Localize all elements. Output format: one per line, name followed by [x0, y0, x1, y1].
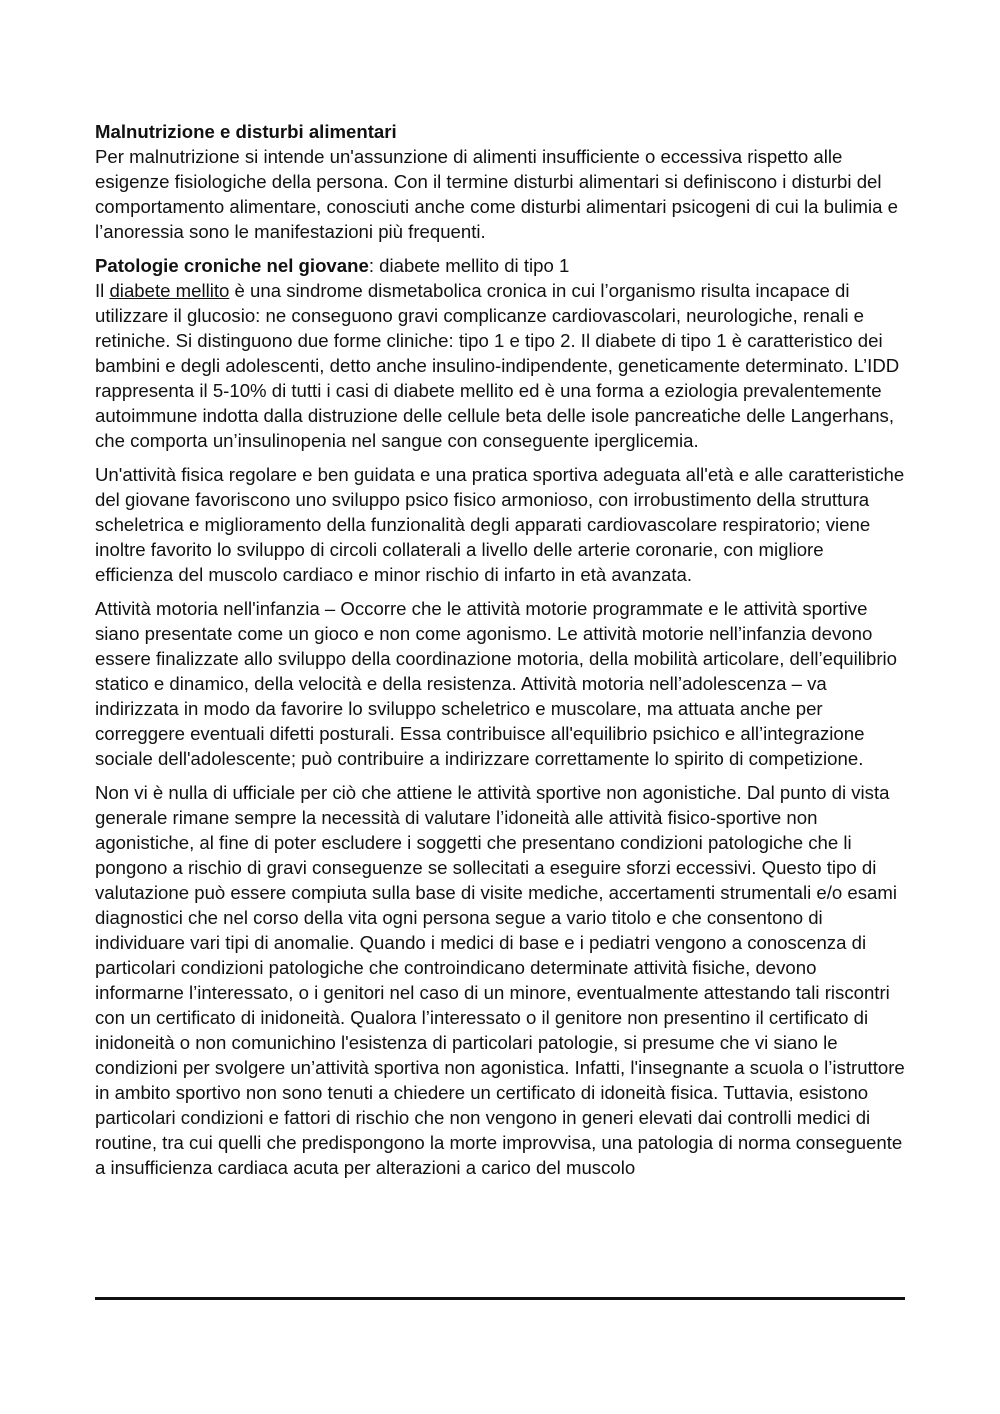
- paragraph-motor-activity: Attività motoria nell'infanzia – Occorre che le attività motorie programmate e le attività sportive siano presentate come un gioco e non come agonismo. Le attività motorie nell’infanzia devono essere finalizzate allo sviluppo della coordinazione motoria, della mobilità articolare, dell’equilibrio statico e dinamico, della velocità e della resistenza. Attività motoria nell’adolescenza – va indirizzata in modo da favorire lo sviluppo scheletrico e muscolare, ma attuata anche per correggere eventuali difetti posturali. Essa contribuisce all'equilibrio psichico e all’integrazione sociale dell'adolescente; può contribuire a indirizzare correttamente lo spirito di competizione.: [95, 598, 898, 769]
- section-title-malnutrition: Malnutrizione e disturbi alimentari: [95, 121, 397, 142]
- section-title-suffix: : diabete mellito di tipo 1: [368, 255, 570, 276]
- section-chronic-pathologies: [95, 253, 905, 453]
- paragraph-non-competitive-sports: Non vi è nulla di ufficiale per ciò che attiene le attività sportive non agonistiche. Dal punto di vista generale rimane sempre la necessità di valutare l’idoneità alle attività fisico-sportive non agonistiche, al fine di poter escludere i soggetti che presentano condizioni patologiche che li pongono a rischio di gravi conseguenze se sollecitati a eseguire sforzi eccessivi. Questo tipo di valutazione può essere compiuta sulla base di visite mediche, accertamenti strumentali e/o esami diagnostici che nel corso della vita ogni persona segue a vario titolo e che consentono di individuare vari tipi di anomalie. Quando i medici di base e i pediatri vengono a conoscenza di particolari condizioni patologiche che controindicano determinate attività fisiche, devono informarne l’interessato, o i genitori nel caso di un minore, eventualmente attestando tali riscontri con un certificato di inidoneità. Qualora l’interessato o il genitore non presentino il certificato di inidoneità o non comunichino l'esistenza di particolari patologie, si presume che vi siano le condizioni per svolgere un’attività sportiva non agonistica. Infatti, l'insegnante a scuola o l’istruttore in ambito sportivo non sono tenuti a chiedere un certificato di idoneità fisica. Tuttavia, esistono particolari condizioni e fattori di rischio che non vengono in generi elevati dai controlli medici di routine, tra cui quelli che predispongono la morte improvvisa, una patologia di norma conseguente a insufficienza cardiaca acuta per alterazioni a carico del muscolo: [95, 782, 905, 1178]
- section-body-prefix: Il: [95, 280, 110, 301]
- section-title-chronic-pathologies: Patologie croniche nel giovane: [95, 255, 369, 276]
- diabetes-link[interactable]: diabete mellito: [109, 280, 230, 301]
- section-body-rest: è una sindrome dismetabolica cronica in cui l’organismo risulta incapace di utilizzare il glucosio: ne conseguono gravi complicanze cardiovascolari, neurologiche, renali e retiniche. Si distinguono due forme cliniche: tipo 1 e tipo 2. Il diabete di tipo 1 è caratteristico dei bambini e degli adolescenti, detto anche insulino-indipendente, geneticamente determinato. L’IDD rappresenta il 5-10% di tutti i casi di diabete mellito ed è una forma a eziologia prevalentemente autoimmune indotta dalla distruzione delle cellule beta delle isole pancreatiche delle Langerhans, che comporta un’insulinopenia nel sangue con conseguente iperglicemia.: [95, 280, 900, 451]
- section-body-malnutrition: Per malnutrizione si intende un'assunzione di alimenti insufficiente o eccessiva rispetto alle esigenze fisiologiche della persona. Con il termine disturbi alimentari si definiscono i disturbi del comportamento alimentare, conosciuti anche come disturbi alimentari psicogeni di cui la bulimia e l’anoressia sono le manifestazioni più frequenti.: [95, 146, 899, 242]
- section-malnutrition: [95, 119, 905, 244]
- page-bottom-rule: [95, 1297, 905, 1300]
- paragraph-physical-activity: Un'attività fisica regolare e ben guidata e una pratica sportiva adeguata all'età e alle caratteristiche del giovane favoriscono uno sviluppo psico fisico armonioso, con irrobustimento della struttura scheletrica e miglioramento della funzionalità degli apparati cardiovascolare respiratorio; viene inoltre favorito lo sviluppo di circoli collaterali a livello delle arterie coronarie, con migliore efficienza del muscolo cardiaco e minor rischio di infarto in età avanzata.: [95, 464, 905, 585]
- document-page: [95, 119, 905, 1189]
